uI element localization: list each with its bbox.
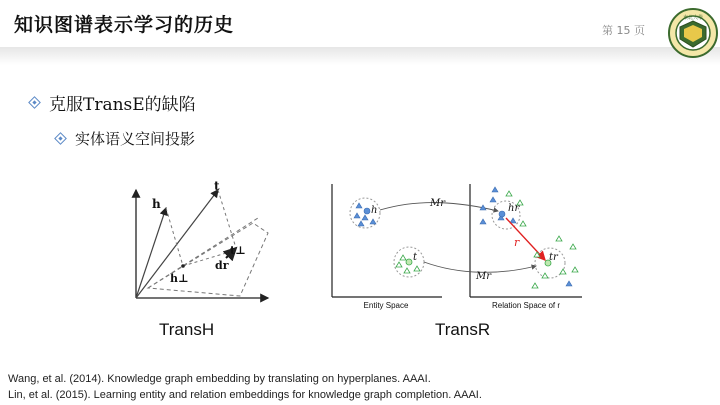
page-number: 第 15 页 <box>602 24 645 37</box>
relation-space-label: Relation Space of r <box>491 301 561 310</box>
transh-dr-symbol: dr <box>215 259 229 272</box>
title-divider <box>0 47 720 65</box>
transh-label: TransH <box>159 320 215 339</box>
transh-t-symbol: t <box>214 179 220 193</box>
transr-label: TransR <box>435 320 491 339</box>
transr-mr-bottom-symbol: Mr <box>476 271 492 282</box>
transh-h-perp-symbol: h⊥ <box>170 272 189 285</box>
transr-hr-symbol: hr <box>508 203 520 214</box>
svg-text:東北大學: 東北大學 <box>682 15 704 21</box>
transh-h-symbol: h <box>152 197 161 211</box>
transr-t-symbol: t <box>413 252 418 263</box>
bullet-level2 <box>56 128 195 149</box>
bullet-diamond-icon <box>28 96 41 109</box>
transr-mr-top-symbol: Mr <box>430 198 446 209</box>
transh-t-perp-symbol: t⊥ <box>230 244 246 257</box>
bullet-level2-text: 实体语义空间投影 <box>75 130 196 148</box>
reference-item: Lin, et al. (2015). Learning entity and relation embeddings for knowledge graph completion. AAAI. <box>8 389 482 401</box>
university-logo <box>667 7 719 59</box>
transr-r-symbol: r <box>514 236 520 249</box>
transr-diagram <box>320 180 590 312</box>
transr-h-symbol: h <box>371 205 378 216</box>
entity-space-label: Entity Space <box>363 301 409 310</box>
bullet-level1 <box>30 90 196 115</box>
transr-tr-symbol: tr <box>549 252 558 263</box>
bullet-level1-text: 克服TransE的缺陷 <box>49 95 196 115</box>
transh-diagram <box>118 178 278 308</box>
slide-title: 知识图谱表示学习的历史 <box>14 14 235 36</box>
references <box>8 371 482 403</box>
reference-item: Wang, et al. (2014). Knowledge graph embedding by translating on hyperplanes. AAAI. <box>8 373 431 385</box>
bullet-diamond-icon <box>54 132 67 145</box>
